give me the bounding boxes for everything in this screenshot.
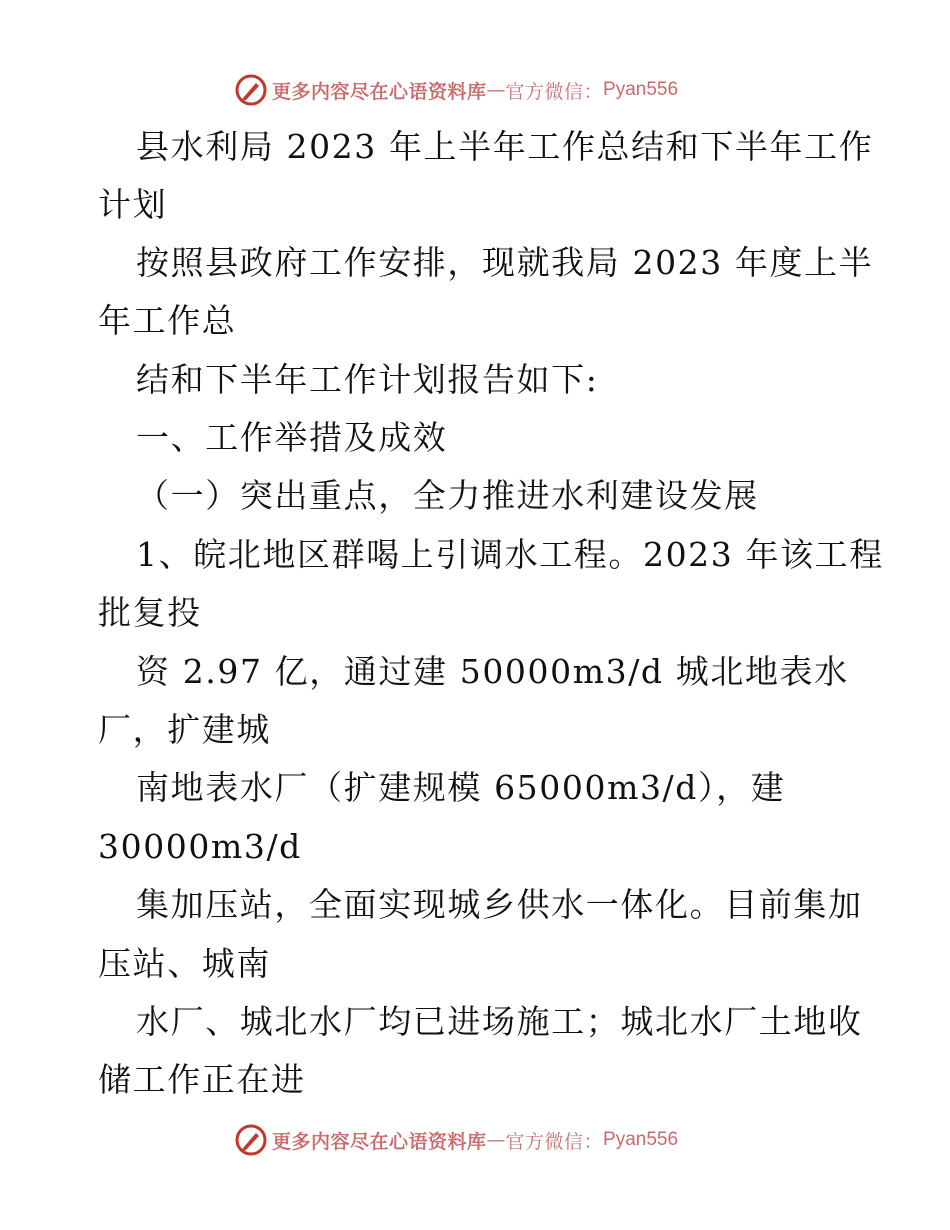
document-title-line-2: 计划 — [98, 185, 168, 224]
paragraph-line: 按照县政府工作安排，现就我局 2023 年度上半 — [136, 243, 874, 282]
paragraph-line: 集加压站，全面实现城乡供水一体化。目前集加 — [136, 885, 863, 924]
watermark-footer — [234, 1122, 734, 1158]
paragraph-line: 资 2.97 亿，通过建 50000m3/d 城北地表水 — [136, 652, 849, 691]
watermark-site-text: 更多内容尽在心语资料库 — [272, 1130, 487, 1153]
watermark-header — [234, 72, 734, 108]
watermark-wechat-id: Pyan556 — [603, 1129, 679, 1150]
watermark-dash: — — [486, 1129, 506, 1151]
watermark-wechat-label: 官方微信： — [505, 1130, 604, 1153]
watermark-site-text: 更多内容尽在心语资料库 — [272, 80, 487, 103]
paragraph-line: 储工作正在进 — [98, 1060, 306, 1099]
watermark-dash: — — [486, 79, 506, 101]
paragraph-line: 批复投 — [98, 593, 202, 632]
watermark-wechat-label: 官方微信： — [505, 80, 604, 103]
paragraph-line: 30000m3/d — [98, 827, 302, 866]
pen-logo-icon — [234, 73, 268, 107]
paragraph-line: 结和下半年工作计划报告如下: — [136, 360, 599, 399]
paragraph-line: 年工作总 — [98, 301, 237, 340]
paragraph-line: 厂，扩建城 — [98, 710, 271, 749]
paragraph-line: 1、皖北地区群喝上引调水工程。2023 年该工程 — [136, 535, 884, 574]
document-title-line-1: 县水利局 2023 年上半年工作总结和下半年工作 — [136, 127, 874, 166]
subsection-heading: （一）突出重点，全力推进水利建设发展 — [136, 476, 759, 515]
section-heading: 一、工作举措及成效 — [136, 418, 448, 457]
pen-logo-icon — [234, 1123, 268, 1157]
watermark-wechat-id: Pyan556 — [603, 79, 679, 100]
paragraph-line: 水厂、城北水厂均已进场施工；城北水厂土地收 — [136, 1002, 863, 1041]
paragraph-line: 南地表水厂（扩建规模 65000m3/d），建 — [136, 768, 786, 807]
paragraph-line: 压站、城南 — [98, 944, 271, 983]
